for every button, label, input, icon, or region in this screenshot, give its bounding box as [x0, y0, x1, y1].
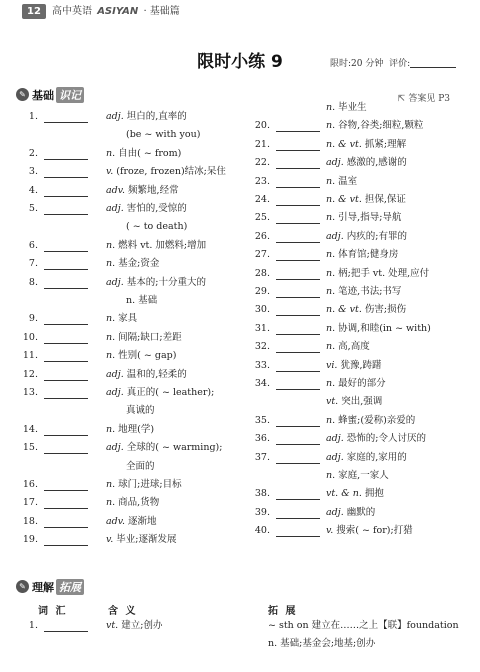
vocab-item [248, 320, 478, 338]
item-definition [326, 504, 375, 522]
answer-blank[interactable] [44, 442, 88, 454]
part-of-speech: n. [106, 258, 116, 270]
item-number: 37. [254, 451, 270, 463]
part-of-speech: n. & vt. [326, 304, 362, 316]
part-of-speech: adj. [106, 387, 124, 398]
vocab-item [16, 384, 256, 402]
vocab-item [248, 301, 478, 319]
vocab-item [248, 375, 478, 393]
item-definition [326, 283, 401, 301]
definition-text: 毕业;逐渐发展 [116, 534, 177, 546]
item-number: 22. [254, 157, 270, 169]
definition-text: 感激的,感谢的 [346, 157, 407, 169]
answer-blank[interactable] [44, 424, 88, 436]
part-of-speech: adj. [326, 506, 344, 518]
vocab-item [248, 522, 478, 540]
item-definition [326, 265, 429, 283]
item-definition [106, 476, 182, 494]
item-number: 36. [254, 433, 270, 445]
vocab-item [16, 347, 256, 365]
item-number: 5. [28, 203, 38, 214]
vocab-item [248, 430, 478, 448]
item-number: 1. [28, 620, 38, 631]
definition-continuation: (be ~ with you) [126, 129, 201, 141]
answer-blank[interactable] [276, 249, 320, 261]
item-number: 18. [22, 515, 38, 527]
answer-blank[interactable] [44, 313, 88, 325]
definition-text: 抓紧;理解 [364, 138, 407, 150]
part-of-speech: adv. [106, 515, 126, 527]
vocab-item-extra [248, 99, 478, 117]
item-number: 19. [22, 534, 38, 546]
item-number: 9. [28, 313, 38, 325]
definition-text: 频繁地,经常 [128, 184, 179, 196]
definition-continuation: n. 基础 [126, 295, 158, 306]
definition-text: 真正的( ~ leather); [126, 387, 215, 398]
definition-text: 基金;资金 [118, 258, 160, 270]
definition-text: 高,高度 [338, 341, 370, 353]
item-definition [326, 393, 382, 411]
definition-text: 球门;进球;目标 [118, 479, 182, 490]
item-number: 40. [254, 525, 270, 537]
definition-text: 笔迹,书法;书写 [338, 286, 402, 297]
vocab-item [16, 237, 256, 255]
item-number: 15. [22, 442, 38, 454]
part-of-speech: adj. [106, 276, 124, 288]
answer-blank[interactable] [276, 304, 320, 316]
item-number: 25. [254, 212, 270, 224]
part-of-speech: adj. [326, 451, 344, 463]
definition-text: 温室 [338, 175, 358, 187]
item-definition [326, 301, 406, 319]
answer-blank[interactable] [276, 378, 320, 390]
item-definition [326, 338, 370, 356]
definition-text: 害怕的,受惊的 [126, 203, 187, 214]
evaluation-field[interactable] [410, 59, 456, 68]
definition-text: 全球的( ~ warming); [126, 442, 223, 454]
vocab-item [16, 329, 256, 347]
item-definition [106, 108, 187, 126]
definition-text: 引导,指导;导航 [338, 212, 402, 224]
definition-text: 体育馆;健身房 [338, 249, 399, 261]
page-number: 12 [22, 4, 46, 19]
part-of-speech: n. [106, 239, 116, 251]
part-of-speech: n. [326, 175, 336, 187]
item-number: 14. [22, 423, 38, 435]
definition-text: 蜂蜜;(爱称)亲爱的 [338, 414, 416, 426]
definition-text: 内疚的;有罪的 [346, 230, 407, 242]
section-extend-label: 理解 [32, 580, 54, 594]
part-of-speech: adj. [106, 111, 124, 122]
evaluation-label: 评价: [389, 59, 411, 69]
vocab-item [16, 439, 256, 457]
item-number: 3. [28, 166, 38, 178]
answer-blank[interactable] [276, 194, 320, 206]
item-number: 35. [254, 414, 270, 426]
answer-blank[interactable] [276, 176, 320, 188]
item-definition [326, 228, 407, 246]
answer-blank[interactable] [276, 507, 320, 519]
vocab-item [248, 209, 478, 227]
answer-blank[interactable] [44, 350, 88, 362]
part-of-speech: vi. [326, 359, 338, 371]
item-definition [106, 200, 187, 218]
item-definition [106, 531, 177, 549]
item-definition [106, 421, 154, 439]
answer-blank[interactable] [276, 433, 320, 445]
answer-blank[interactable] [44, 203, 88, 215]
answer-blank[interactable] [44, 516, 88, 528]
answer-blank[interactable] [44, 369, 88, 381]
item-number: 10. [22, 331, 38, 343]
item-definition [106, 182, 179, 200]
part-of-speech: adj. [326, 230, 344, 242]
answer-blank[interactable] [44, 148, 88, 160]
part-of-speech: n. [326, 322, 336, 334]
vocab-item [248, 191, 478, 209]
definition-text: 建立;创办 [121, 620, 163, 631]
definition-text: 谷物,谷类;细粒,颗粒 [338, 120, 424, 132]
item-definition [326, 246, 398, 264]
item-definition [326, 485, 384, 503]
answer-blank[interactable] [44, 620, 88, 632]
item-definition [106, 255, 159, 273]
vocab-item [248, 246, 478, 264]
definition-text: 突出,强调 [341, 396, 383, 408]
part-of-speech: adj. [106, 442, 124, 454]
definition-continuation: 全面的 [126, 460, 155, 472]
book-icon: ✎ [16, 580, 29, 593]
item-number: 39. [254, 506, 270, 518]
time-limit: 限时:20 分钟 [330, 59, 384, 69]
series-label: · 基础篇 [143, 6, 180, 17]
item-definition [326, 357, 382, 375]
definition-text: 犹豫,踌躇 [340, 359, 382, 371]
item-definition [106, 439, 222, 457]
vocab-item-extra [248, 393, 478, 411]
vocab-item [16, 494, 256, 512]
vocab-item [248, 117, 478, 135]
item-number: 26. [254, 230, 270, 242]
part-of-speech: n. & vt. [326, 194, 362, 205]
answer-blank[interactable] [276, 341, 320, 353]
answer-blank[interactable] [44, 277, 88, 289]
vocab-item [248, 265, 478, 283]
item-number: 38. [254, 488, 270, 500]
vocab-item [248, 449, 478, 467]
item-definition [326, 117, 423, 135]
column-header-extend: 拓 展 [268, 606, 298, 617]
part-of-speech: adj. [106, 203, 124, 214]
definition-text: 最好的部分 [338, 378, 386, 389]
answer-blank[interactable] [44, 240, 88, 252]
section-extend-sublabel: 拓展 [56, 579, 84, 595]
part-of-speech: n. [106, 331, 116, 343]
answer-blank[interactable] [44, 497, 88, 509]
item-definition [326, 99, 367, 117]
item-number: 27. [254, 249, 270, 261]
item-definition [326, 412, 415, 430]
part-of-speech: n. & vt. [326, 138, 362, 150]
meta-info [330, 56, 456, 69]
part-of-speech: adj. [326, 157, 344, 169]
part-of-speech: vt. [106, 620, 119, 631]
item-definition [106, 366, 187, 384]
part-of-speech: n. [106, 497, 116, 509]
vocab-item [16, 182, 256, 200]
item-number: 23. [254, 175, 270, 187]
item-number: 32. [254, 341, 270, 353]
section-extend-tag [16, 578, 84, 595]
definition-text: 燃料 vt. 加燃料;增加 [118, 239, 207, 251]
part-of-speech: n. [326, 470, 336, 481]
item-definition [326, 320, 431, 338]
part-of-speech: n. [326, 414, 336, 426]
part-of-speech: n. [106, 350, 116, 362]
definition-text: 搜索( ~ for);打猎 [336, 525, 413, 537]
answer-blank[interactable] [44, 534, 88, 546]
definition-text: 家庭,一家人 [338, 470, 389, 481]
answer-blank[interactable] [276, 360, 320, 372]
brand-logo: ASIYAN [97, 6, 139, 17]
answer-blank[interactable] [276, 212, 320, 224]
item-number: 2. [28, 147, 38, 159]
definition-text: 毕业生 [338, 102, 367, 113]
item-definition [106, 617, 162, 635]
part-of-speech: adj. [326, 433, 344, 445]
part-of-speech: n. [326, 267, 336, 279]
definition-text: 商品,货物 [118, 497, 160, 509]
item-number: 17. [22, 497, 38, 509]
corner-icon: ⇱ [397, 94, 406, 104]
part-of-speech: n. [326, 102, 336, 113]
item-definition [326, 209, 401, 227]
item-definition [106, 329, 182, 347]
vocab-item [248, 504, 478, 522]
definition-text: 恐怖的;令人讨厌的 [346, 433, 426, 445]
extend-note-2: n. 基础;基金会;地基;创办 [268, 638, 376, 649]
section-basic-tag [16, 86, 84, 103]
vocab-item [248, 154, 478, 172]
answer-blank[interactable] [44, 258, 88, 270]
page-title: 限时小练 9 [197, 52, 283, 72]
extend-note-1: ~ sth on 建立在……之上【联】foundation [268, 620, 459, 631]
part-of-speech: n. [106, 423, 116, 435]
answer-blank[interactable] [276, 488, 320, 500]
definition-text: 自由( ~ from) [118, 147, 182, 159]
item-definition [106, 237, 206, 255]
definition-text: 间隔;缺口;差距 [118, 331, 182, 343]
part-of-speech: vt. & n. [326, 488, 362, 500]
item-number: 33. [254, 359, 270, 371]
item-definition [326, 522, 413, 540]
section-basic-label: 基础 [32, 88, 54, 102]
item-number: 28. [254, 267, 270, 279]
item-definition [106, 310, 137, 328]
item-number: 31. [254, 322, 270, 334]
vocab-item [16, 531, 256, 549]
item-definition [106, 163, 226, 181]
column-header-meaning: 含 义 [108, 606, 138, 617]
item-number: 7. [28, 258, 38, 270]
extend-row-1 [16, 617, 256, 635]
answer-blank[interactable] [276, 120, 320, 132]
book-icon: ✎ [16, 88, 29, 101]
answer-blank[interactable] [44, 166, 88, 178]
definition-text: 性别( ~ gap) [118, 350, 177, 362]
subject-label: 高中英语 [52, 6, 92, 17]
vocab-item [16, 366, 256, 384]
vocab-item [16, 310, 256, 328]
item-number: 34. [254, 378, 270, 389]
vocab-item [16, 145, 256, 163]
answer-blank[interactable] [276, 139, 320, 151]
answer-blank[interactable] [44, 479, 88, 491]
item-definition [326, 430, 426, 448]
definition-text: 温和的,轻柔的 [126, 368, 187, 380]
answer-blank[interactable] [276, 286, 320, 298]
item-number: 12. [22, 368, 38, 380]
item-definition [326, 173, 357, 191]
definition-text: 协调,和睦(in ~ with) [338, 322, 431, 334]
item-number: 8. [28, 276, 38, 288]
vocab-item [248, 412, 478, 430]
answer-blank[interactable] [44, 332, 88, 344]
item-number: 20. [254, 120, 270, 132]
item-number: 24. [254, 194, 270, 205]
part-of-speech: n. [106, 313, 116, 325]
answer-blank[interactable] [44, 185, 88, 197]
item-definition [326, 375, 386, 393]
answer-blank[interactable] [276, 231, 320, 243]
part-of-speech: v. [106, 166, 114, 178]
answer-blank[interactable] [44, 387, 88, 399]
item-number: 16. [22, 479, 38, 490]
definition-text: 家庭的,家用的 [346, 451, 407, 463]
definition-text: 坦白的,直率的 [126, 111, 187, 122]
definition-text: 柄;把手 vt. 处理,应付 [338, 267, 430, 279]
item-definition [106, 513, 157, 531]
vocab-item [16, 513, 256, 531]
answer-blank[interactable] [276, 323, 320, 335]
vocab-item [248, 173, 478, 191]
item-number: 11. [22, 350, 38, 362]
part-of-speech: n. [326, 378, 336, 389]
answer-blank[interactable] [276, 452, 320, 464]
definition-text: (froze, frozen)结冰;呆住 [116, 166, 226, 178]
item-definition [106, 347, 176, 365]
definition-text: 基本的;十分重大的 [126, 276, 206, 288]
vocab-item [16, 163, 256, 181]
item-definition [326, 449, 407, 467]
section-extend-header [16, 578, 464, 595]
vocab-item [248, 338, 478, 356]
vocab-item [16, 200, 256, 218]
item-definition [326, 467, 389, 485]
vocab-item [16, 255, 256, 273]
part-of-speech: n. [106, 147, 116, 159]
item-number: 4. [28, 184, 38, 196]
vocab-item [248, 283, 478, 301]
part-of-speech: v. [326, 525, 334, 537]
answer-blank[interactable] [276, 268, 320, 280]
answer-reference-text: 答案见 P3 [408, 94, 450, 104]
part-of-speech: adv. [106, 184, 126, 196]
answer-blank[interactable] [276, 157, 320, 169]
item-number: 30. [254, 304, 270, 316]
definition-text: 拥抱 [364, 488, 384, 500]
part-of-speech: n. [326, 341, 336, 353]
item-definition [326, 154, 407, 172]
definition-text: 地理(学) [118, 423, 155, 435]
item-definition [106, 274, 206, 292]
vocab-item [248, 485, 478, 503]
part-of-speech: n. [326, 249, 336, 261]
page-header [0, 0, 480, 22]
part-of-speech: n. [326, 120, 336, 132]
vocab-item [248, 228, 478, 246]
item-definition [106, 145, 181, 163]
item-number: 6. [28, 239, 38, 251]
section-basic-sublabel: 识记 [56, 87, 84, 103]
item-definition [326, 136, 406, 154]
item-definition [106, 494, 159, 512]
item-definition [106, 384, 214, 402]
vocab-item [248, 357, 478, 375]
item-number: 1. [28, 111, 38, 122]
column-header-word: 词 汇 [38, 606, 68, 617]
part-of-speech: adj. [106, 368, 124, 380]
part-of-speech: n. [326, 286, 336, 297]
vocab-item-extra [248, 467, 478, 485]
vocab-item [248, 136, 478, 154]
definition-text: 幽默的 [346, 506, 376, 518]
vocab-item [16, 108, 256, 126]
part-of-speech: n. [106, 479, 116, 490]
definition-text: 伤害;损伤 [364, 304, 407, 316]
item-number: 21. [254, 138, 270, 150]
definition-text: 逐渐地 [128, 515, 157, 527]
item-number: 29. [254, 286, 270, 297]
definition-continuation: ( ~ to death) [126, 221, 188, 233]
vocab-item [16, 274, 256, 292]
item-definition [326, 191, 406, 209]
definition-continuation: 真诚的 [126, 405, 155, 417]
vocab-item [16, 476, 256, 494]
part-of-speech: vt. [326, 396, 339, 408]
part-of-speech: n. [326, 212, 336, 224]
book-series [52, 4, 180, 19]
answer-blank[interactable] [276, 415, 320, 427]
vocab-item [16, 421, 256, 439]
answer-blank[interactable] [44, 111, 88, 123]
part-of-speech: v. [106, 534, 114, 546]
definition-text: 家具 [118, 313, 138, 325]
definition-text: 担保,保证 [364, 194, 406, 205]
item-number: 13. [22, 387, 38, 398]
answer-blank[interactable] [276, 525, 320, 537]
